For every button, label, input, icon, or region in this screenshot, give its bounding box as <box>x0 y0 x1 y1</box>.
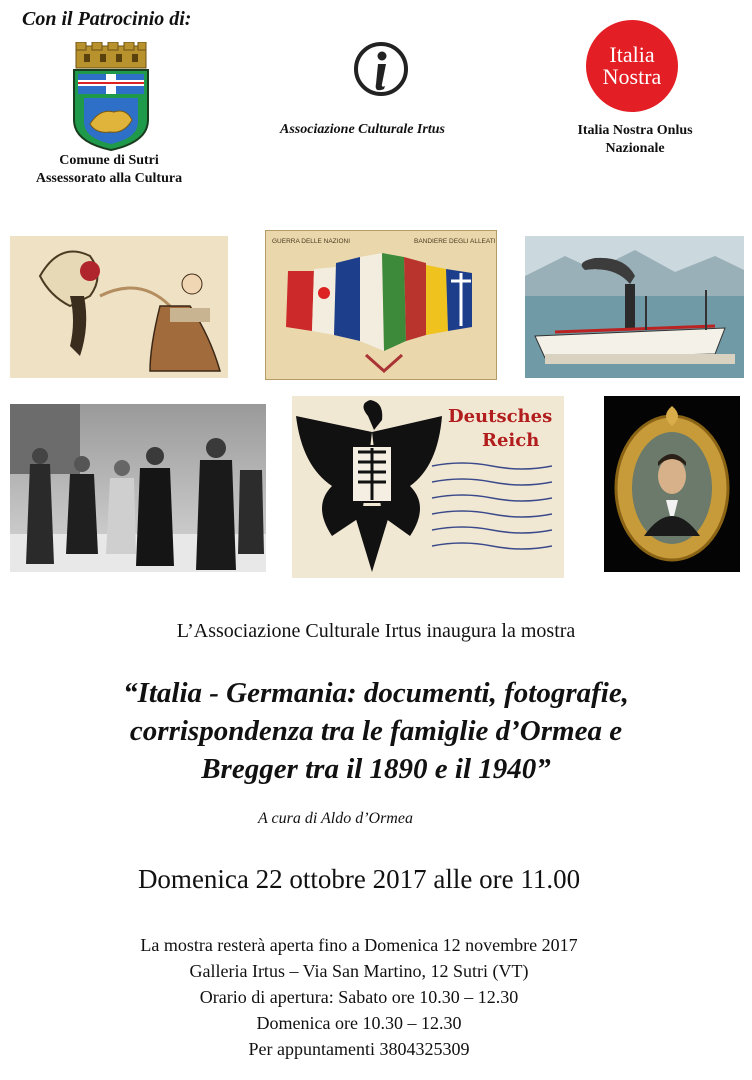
info-line-hours-sunday: Domenica ore 10.30 – 12.30 <box>256 1013 462 1033</box>
portrait-ornate-frame-image <box>604 396 740 572</box>
comune-crest-logo <box>70 42 152 152</box>
italia-nostra-logo-line2: Nostra <box>602 64 662 89</box>
exhibition-title-line2: corrispondenza tra le famiglie d’Ormea e <box>129 715 623 747</box>
flags-card-right-caption: BANDIERE DEGLI ALLEATI <box>414 238 496 245</box>
comune-line1: Comune di Sutri <box>59 153 159 168</box>
exhibition-info <box>0 932 718 1062</box>
exhibition-title-line3: Bregger tra il 1890 e il 1940” <box>201 753 551 785</box>
italia-nostra-label <box>550 122 720 158</box>
info-line-closing: La mostra resterà aperta fino a Domenica 12 novembre 2017 <box>140 935 578 955</box>
postcard-allied-flags-image <box>265 230 497 380</box>
flags-card-left-caption: GUERRA DELLE NAZIONI <box>272 238 351 245</box>
postcard-woman-hat-image <box>10 236 228 378</box>
reich-card-heading-line2: Reich <box>482 430 540 451</box>
comune-label <box>18 152 200 188</box>
exhibition-intro: L’Associazione Culturale Irtus inaugura la mostra <box>176 620 576 642</box>
info-line-address: Galleria Irtus – Via San Martino, 12 Sutri (VT) <box>189 961 529 981</box>
exhibition-title-line1: “Italia - Germania: documenti, fotografie, <box>123 677 629 709</box>
reich-card-heading-line1: Deutsches <box>448 406 553 427</box>
postcard-steamship-image <box>525 236 744 378</box>
info-line-appointments: Per appuntamenti 3804325309 <box>248 1039 470 1059</box>
comune-line2: Assessorato alla Cultura <box>35 171 183 186</box>
italia-nostra-line2: Nazionale <box>605 141 665 156</box>
info-line-hours-saturday: Orario di apertura: Sabato ore 10.30 – 12.30 <box>199 987 519 1007</box>
exhibition-title <box>40 674 712 788</box>
patronage-title: Con il Patrocinio di: <box>22 8 192 30</box>
opening-date: Domenica 22 ottobre 2017 alle ore 11.00 <box>137 864 581 894</box>
irtus-label: Associazione Culturale Irtus <box>280 122 445 137</box>
italia-nostra-logo <box>586 20 678 112</box>
italia-nostra-line1: Italia Nostra Onlus <box>577 123 693 138</box>
photo-men-walking-image <box>10 404 266 572</box>
irtus-logo <box>352 40 410 98</box>
italia-nostra-logo-line1: Italia <box>609 42 655 67</box>
postcard-deutsches-reich-image <box>292 396 564 578</box>
curator-credit: A cura di Aldo d’Ormea <box>258 810 413 827</box>
